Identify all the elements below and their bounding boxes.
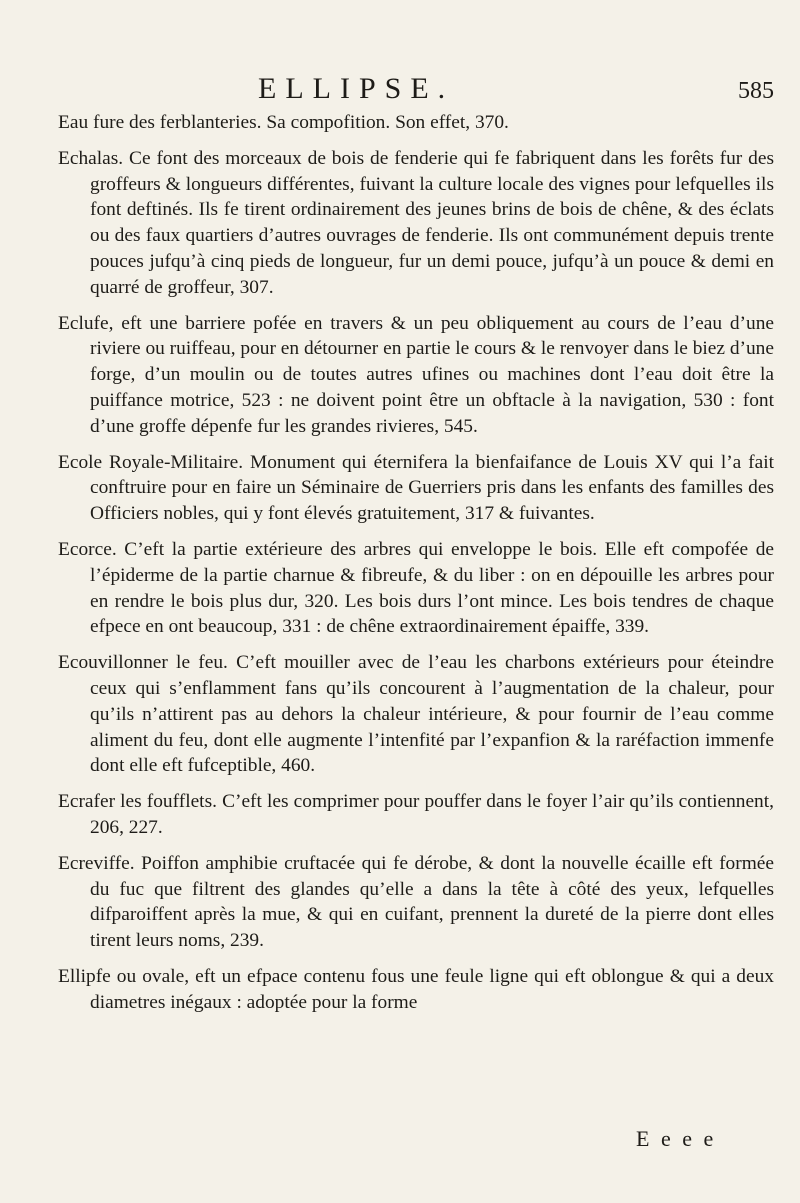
entry-eau-fure: Eau fure des ferblanteries. Sa compofition. Son effet, 370. xyxy=(58,112,509,133)
signature-mark: E e e e xyxy=(636,1126,717,1151)
page-number: 585 xyxy=(738,78,774,104)
running-head xyxy=(0,72,800,112)
entry-ecorce: Ecorce. C’eft la partie extérieure des arbres qui enveloppe le bois. Elle eft compofée de l’épiderme de la partie charnue & fibreufe, & du liber : on en dépouille les arbres pour en rendre le bois plus dur, 320. Les bois durs l’ont mince. Les bois tendres de chaque efpece en ont beaucoup, 331 : de chêne extraordinairement épaiffe, 339. xyxy=(58,538,774,638)
entry-ecouvillonner: Ecouvillonner le feu. C’eft mouiller avec de l’eau les charbons extérieurs pour éteindre ceux qui s’enflamment fans qu’ils concourent à l’augmentation de la chaleur, pour qu’ils n’attirent pas au dehors la chaleur intérieure, & pour fournir de l’eau comme aliment du feu, dont elle augmente l’intenfité par l’expanfion & la raréfaction immenfe dont elle eft fufceptible, 460. xyxy=(58,652,774,777)
entry-ellipfe: Ellipfe ou ovale, eft un efpace contenu fous une feule ligne qui eft oblongue & qui a deux diametres inégaux : adoptée pour la forme xyxy=(58,965,774,1013)
entry-ecrafer: Ecrafer les foufflets. C’eft les comprimer pour pouffer dans le foyer l’air qu’ils contiennent, 206, 227. xyxy=(58,791,774,838)
entry-echalas: Echalas. Ce font des morceaux de bois de fenderie qui fe fabriquent dans les forêts fur des groffeurs & longueurs différentes, fuivant la culture locale des vignes pour lefquelles ils font deftinés. Ils fe tirent ordinairement des jeunes brins de bois de chêne, & des éclats ou des faux quartiers d’autres ouvrages de fenderie. Ils ont communément depuis trente pouces jufqu’à cinq pieds de longueur, fur un demi pouce, jufqu’à un pouce & demi en quarré de groffeur, 307. xyxy=(58,147,774,298)
index-entries xyxy=(58,110,774,1026)
entry-ecreviffe: Ecreviffe. Poiffon amphibie cruftacée qui fe dérobe, & dont la nouvelle écaille eft formée du fuc que filtrent des glandes qu’elle a dans la tête à côté des yeux, lefquelles difparoiffent après la mue, & qui en cuifant, prennent la dureté de la pierre dont elles tirent leurs noms, 239. xyxy=(58,852,774,952)
running-head-title: ELLIPSE. xyxy=(258,72,455,105)
entry-ecole-royale-militaire: Ecole Royale-Militaire. Monument qui éternifera la bienfaifance de Louis XV qui l’a fait conftruire pour en faire un Séminaire de Guerriers pris dans les enfants des familles des Officiers nobles, qui y font élevés gratuitement, 317 & fuivantes. xyxy=(58,451,774,525)
entry-eclufe: Eclufe, eft une barriere pofée en travers & un peu obliquement au cours de l’eau d’une riviere ou ruiffeau, pour en détourner en partie le cours & le renvoyer dans le biez d’une forge, d’un moulin ou de toutes autres ufines ou machines dont l’eau doit être la puiffance motrice, 523 : ne doivent point être un obftacle à la navigation, 530 : font d’une groffe dépenfe fur les grandes rivieres, 545. xyxy=(58,312,774,437)
